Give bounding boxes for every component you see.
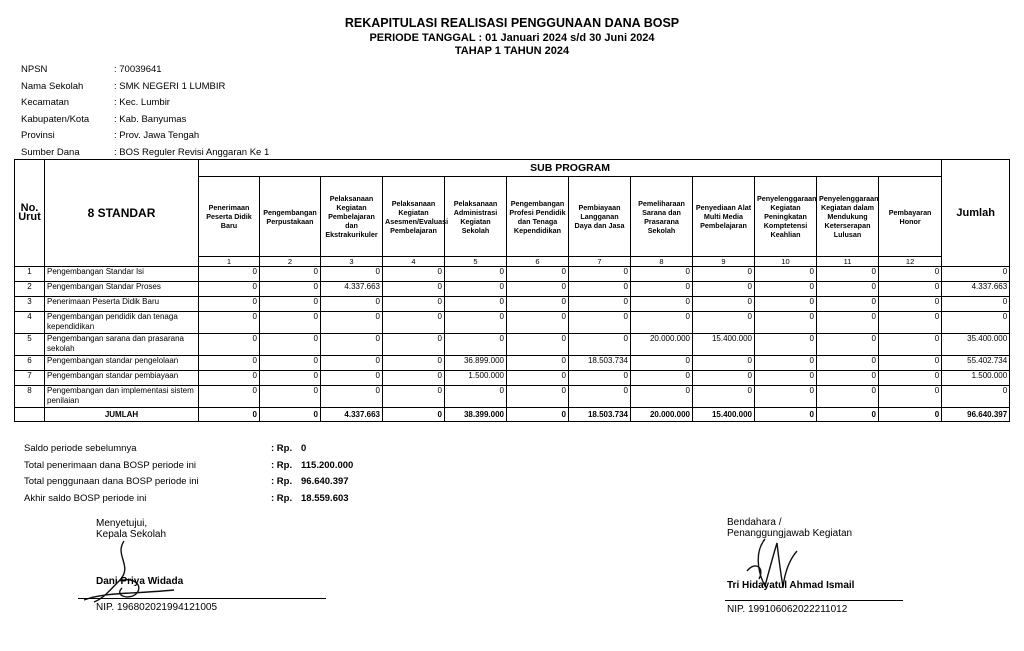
summary-currency: : Rp. — [271, 459, 293, 471]
value-cell: 0 — [569, 334, 631, 356]
value-cell: 18.503.734 — [569, 356, 631, 371]
value-cell: 0 — [383, 356, 445, 371]
standar-name: Pengembangan dan implementasi sistem penilaian — [45, 386, 199, 408]
total-row — [15, 408, 1010, 422]
table-row — [15, 356, 1010, 371]
value-cell: 0 — [755, 297, 817, 312]
column-number: 10 — [755, 257, 817, 267]
standar-name: Penerimaan Peserta Didik Baru — [45, 297, 199, 312]
value-cell: 0 — [260, 282, 321, 297]
value-cell: 0 — [260, 356, 321, 371]
no-urut-header: No. Urut — [15, 160, 45, 267]
value-cell: 0 — [879, 356, 942, 371]
sub-program-column-header: Pelaksanaan Administrasi Kegiatan Sekolah — [445, 177, 507, 257]
summary-label: Total penerimaan dana BOSP periode ini — [24, 459, 196, 471]
column-number: 9 — [693, 257, 755, 267]
value-cell: 0 — [507, 386, 569, 408]
sub-program-column-header: Pengembangan Perpustakaan — [260, 177, 321, 257]
value-cell: 0 — [879, 334, 942, 356]
info-label: NPSN — [21, 64, 48, 75]
column-number: 2 — [260, 257, 321, 267]
summary-label: Total penggunaan dana BOSP periode ini — [24, 476, 199, 487]
report-title: REKAPITULASI REALISASI PENGGUNAAN DANA BOSP — [344, 16, 680, 30]
jumlah-header: Jumlah — [942, 160, 1010, 267]
info-value: : Kec. Lumbir — [114, 97, 170, 109]
value-cell: 0 — [631, 312, 693, 334]
row-total: 55.402.734 — [942, 356, 1010, 371]
row-number: 1 — [15, 267, 45, 282]
value-cell: 0 — [631, 371, 693, 386]
table-row — [15, 267, 1010, 282]
signature-caption: Menyetujui, — [96, 518, 148, 529]
signature-line — [725, 600, 903, 601]
value-cell: 0 — [321, 386, 383, 408]
column-number: 4 — [383, 257, 445, 267]
total-value-cell: 0 — [507, 408, 569, 422]
info-label: Nama Sekolah — [21, 80, 84, 92]
column-number: 12 — [879, 257, 942, 267]
info-label: Provinsi — [21, 130, 55, 142]
total-value-cell: 0 — [383, 408, 445, 422]
value-cell: 4.337.663 — [321, 282, 383, 297]
value-cell: 0 — [569, 312, 631, 334]
standar-name: Pengembangan standar pengelolaan — [45, 356, 199, 371]
value-cell: 0 — [260, 334, 321, 356]
signature-nip: NIP. 199106062022211012 — [727, 604, 848, 615]
value-cell: 0 — [879, 312, 942, 334]
row-total: 1.500.000 — [942, 371, 1010, 386]
info-row — [21, 64, 269, 81]
value-cell: 0 — [817, 386, 879, 408]
value-cell: 0 — [260, 386, 321, 408]
info-label: Kecamatan — [21, 97, 70, 109]
summary-amount: 0 — [301, 443, 307, 454]
total-label: JUMLAH — [45, 408, 199, 422]
sub-program-column-header: Penyelenggaraan Kegiatan dalam Mendukung Keterserapan Lulusan — [817, 177, 879, 257]
table-row — [15, 371, 1010, 386]
summary-currency: : Rp. — [271, 476, 293, 487]
total-value-cell: 0 — [817, 408, 879, 422]
row-total: 0 — [942, 297, 1010, 312]
value-cell: 0 — [199, 312, 260, 334]
value-cell: 36.899.000 — [445, 356, 507, 371]
row-number: 8 — [15, 386, 45, 408]
summary — [24, 443, 353, 509]
total-value-cell: 0 — [260, 408, 321, 422]
table-row — [15, 334, 1010, 356]
value-cell: 0 — [817, 371, 879, 386]
sub-program-column-header: Pembiayaan Langganan Daya dan Jasa — [569, 177, 631, 257]
row-number: 7 — [15, 371, 45, 386]
value-cell: 0 — [693, 386, 755, 408]
row-number: 5 — [15, 334, 45, 356]
total-value-cell: 0 — [755, 408, 817, 422]
row-total: 35.400.000 — [942, 334, 1010, 356]
value-cell: 0 — [817, 297, 879, 312]
summary-currency: : Rp. — [271, 443, 293, 454]
total-value-cell: 0 — [879, 408, 942, 422]
sub-program-column-header: Penerimaan Peserta Didik Baru — [199, 177, 260, 257]
value-cell: 0 — [817, 282, 879, 297]
value-cell: 0 — [879, 267, 942, 282]
info-label: Kabupaten/Kota — [21, 113, 90, 125]
info-row — [21, 81, 269, 98]
value-cell: 0 — [507, 371, 569, 386]
info-label: Sumber Dana — [21, 146, 80, 158]
row-total: 4.337.663 — [942, 282, 1010, 297]
realisasi-table — [14, 159, 1010, 422]
sub-program-column-header: Pembayaran Honor — [879, 177, 942, 257]
value-cell: 0 — [199, 386, 260, 408]
value-cell: 0 — [445, 297, 507, 312]
total-row-spacer — [15, 408, 45, 422]
value-cell: 0 — [321, 297, 383, 312]
signature-mark — [74, 536, 184, 606]
column-number: 8 — [631, 257, 693, 267]
summary-amount: 18.559.603 — [301, 492, 349, 504]
value-cell: 0 — [569, 386, 631, 408]
info-value: : Prov. Jawa Tengah — [114, 130, 200, 142]
summary-row — [24, 443, 353, 460]
value-cell: 0 — [755, 267, 817, 282]
signature-line — [78, 598, 326, 599]
signature-name: Dani Priya Widada — [96, 576, 184, 587]
value-cell: 0 — [383, 386, 445, 408]
value-cell: 0 — [755, 312, 817, 334]
value-cell: 0 — [693, 267, 755, 282]
value-cell: 0 — [755, 334, 817, 356]
value-cell: 0 — [260, 312, 321, 334]
standar-name: Pengembangan sarana dan prasarana sekolah — [45, 334, 199, 356]
table-row — [15, 386, 1010, 408]
value-cell: 0 — [507, 297, 569, 312]
table-row — [15, 312, 1010, 334]
column-number: 3 — [321, 257, 383, 267]
value-cell: 0 — [260, 371, 321, 386]
value-cell: 0 — [755, 356, 817, 371]
total-value-cell: 0 — [199, 408, 260, 422]
value-cell: 0 — [260, 297, 321, 312]
value-cell: 0 — [879, 371, 942, 386]
grand-total: 96.640.397 — [942, 408, 1010, 422]
signature-role: Kepala Sekolah — [96, 529, 167, 540]
value-cell: 0 — [445, 386, 507, 408]
value-cell: 0 — [817, 312, 879, 334]
value-cell: 0 — [199, 267, 260, 282]
standar-name: Pengembangan Standar Proses — [45, 282, 199, 297]
report-period: PERIODE TANGGAL : 01 Januari 2024 s/d 30 Juni 2024 — [369, 32, 655, 44]
info-row — [21, 130, 269, 147]
value-cell: 0 — [445, 282, 507, 297]
column-number: 1 — [199, 257, 260, 267]
row-number: 3 — [15, 297, 45, 312]
row-number: 4 — [15, 312, 45, 334]
total-value-cell: 38.399.000 — [445, 408, 507, 422]
signature-treasurer — [727, 517, 855, 615]
value-cell: 0 — [199, 356, 260, 371]
summary-row — [24, 460, 353, 477]
standar-name: Pengembangan standar pembiayaan — [45, 371, 199, 386]
info-row — [21, 97, 269, 114]
value-cell: 0 — [755, 371, 817, 386]
value-cell: 0 — [507, 312, 569, 334]
value-cell: 0 — [507, 267, 569, 282]
value-cell: 0 — [199, 297, 260, 312]
value-cell: 0 — [445, 312, 507, 334]
value-cell: 0 — [631, 297, 693, 312]
value-cell: 0 — [507, 282, 569, 297]
value-cell: 0 — [260, 267, 321, 282]
standar-name: Pengembangan pendidik dan tenaga kependidikan — [45, 312, 199, 334]
column-number: 11 — [817, 257, 879, 267]
value-cell: 0 — [693, 282, 755, 297]
value-cell: 0 — [631, 356, 693, 371]
summary-row — [24, 476, 353, 493]
value-cell: 0 — [321, 334, 383, 356]
signature-nip: NIP. 196802021994121005 — [96, 602, 218, 613]
value-cell: 0 — [693, 312, 755, 334]
value-cell: 0 — [445, 267, 507, 282]
value-cell: 0 — [755, 282, 817, 297]
value-cell: 0 — [445, 334, 507, 356]
sub-program-column-header: Pelaksanaan Kegiatan Pembelajaran dan Ekstrakurikuler — [321, 177, 383, 257]
total-value-cell: 4.337.663 — [321, 408, 383, 422]
value-cell: 0 — [817, 267, 879, 282]
value-cell: 0 — [507, 334, 569, 356]
value-cell: 0 — [755, 386, 817, 408]
row-total: 0 — [942, 267, 1010, 282]
value-cell: 0 — [199, 371, 260, 386]
value-cell: 0 — [693, 371, 755, 386]
value-cell: 0 — [383, 371, 445, 386]
value-cell: 0 — [631, 267, 693, 282]
summary-amount: 115.200.000 — [301, 459, 354, 471]
info-value: : Kab. Banyumas — [114, 113, 187, 125]
summary-label: Saldo periode sebelumnya — [24, 443, 137, 454]
value-cell: 15.400.000 — [693, 334, 755, 356]
value-cell: 0 — [817, 356, 879, 371]
row-total: 0 — [942, 312, 1010, 334]
row-number: 2 — [15, 282, 45, 297]
value-cell: 0 — [569, 371, 631, 386]
signature-name: Tri Hidayatul Ahmad Ismail — [727, 580, 855, 591]
value-cell: 0 — [693, 297, 755, 312]
signature-caption: Bendahara / — [727, 517, 782, 528]
value-cell: 0 — [879, 297, 942, 312]
value-cell: 0 — [383, 297, 445, 312]
report-stage: TAHAP 1 TAHUN 2024 — [454, 45, 570, 57]
value-cell: 0 — [631, 386, 693, 408]
sub-program-column-header: Pemeliharaan Sarana dan Prasarana Sekolah — [631, 177, 693, 257]
value-cell: 0 — [631, 282, 693, 297]
sub-program-column-header: Penyelenggaraan Kegiatan Peningkatan Komptetensi Keahlian — [755, 177, 817, 257]
row-total: 0 — [942, 386, 1010, 408]
value-cell: 0 — [879, 282, 942, 297]
column-number: 6 — [507, 257, 569, 267]
value-cell: 0 — [383, 267, 445, 282]
sub-program-header: SUB PROGRAM — [199, 160, 942, 177]
info-value: : SMK NEGERI 1 LUMBIR — [114, 80, 226, 92]
column-number: 5 — [445, 257, 507, 267]
info-value: : 70039641 — [114, 64, 162, 75]
value-cell: 0 — [817, 334, 879, 356]
summary-currency: : Rp. — [271, 492, 293, 504]
summary-amount: 96.640.397 — [301, 476, 349, 487]
value-cell: 0 — [383, 312, 445, 334]
standar-header: 8 STANDAR — [45, 160, 199, 267]
total-value-cell: 20.000.000 — [631, 408, 693, 422]
school-info — [21, 64, 269, 164]
value-cell: 0 — [879, 386, 942, 408]
summary-label: Akhir saldo BOSP periode ini — [24, 492, 147, 504]
value-cell: 0 — [569, 297, 631, 312]
row-number: 6 — [15, 356, 45, 371]
total-value-cell: 18.503.734 — [569, 408, 631, 422]
value-cell: 0 — [321, 312, 383, 334]
value-cell: 0 — [321, 267, 383, 282]
total-value-cell: 15.400.000 — [693, 408, 755, 422]
value-cell: 1.500.000 — [445, 371, 507, 386]
value-cell: 0 — [321, 356, 383, 371]
signature-role: Penanggungjawab Kegiatan — [727, 528, 853, 539]
value-cell: 20.000.000 — [631, 334, 693, 356]
value-cell: 0 — [321, 371, 383, 386]
signature-principal — [96, 518, 218, 613]
sub-program-column-header: Penyediaan Alat Multi Media Pembelajaran — [693, 177, 755, 257]
table-row — [15, 297, 1010, 312]
sub-program-column-header: Pengembangan Profesi Pendidik dan Tenaga Kependidikan — [507, 177, 569, 257]
table-row — [15, 282, 1010, 297]
value-cell: 0 — [507, 356, 569, 371]
value-cell: 0 — [199, 334, 260, 356]
value-cell: 0 — [693, 356, 755, 371]
standar-name: Pengembangan Standar Isi — [45, 267, 199, 282]
value-cell: 0 — [569, 267, 631, 282]
info-row — [21, 114, 269, 131]
value-cell: 0 — [383, 282, 445, 297]
summary-row — [24, 493, 353, 510]
sub-program-column-header: Pelaksanaan Kegiatan Asesmen/Evaluasi Pembelajaran — [383, 177, 445, 257]
column-number: 7 — [569, 257, 631, 267]
value-cell: 0 — [383, 334, 445, 356]
info-value: : BOS Reguler Revisi Anggaran Ke 1 — [114, 146, 270, 158]
value-cell: 0 — [569, 282, 631, 297]
value-cell: 0 — [199, 282, 260, 297]
